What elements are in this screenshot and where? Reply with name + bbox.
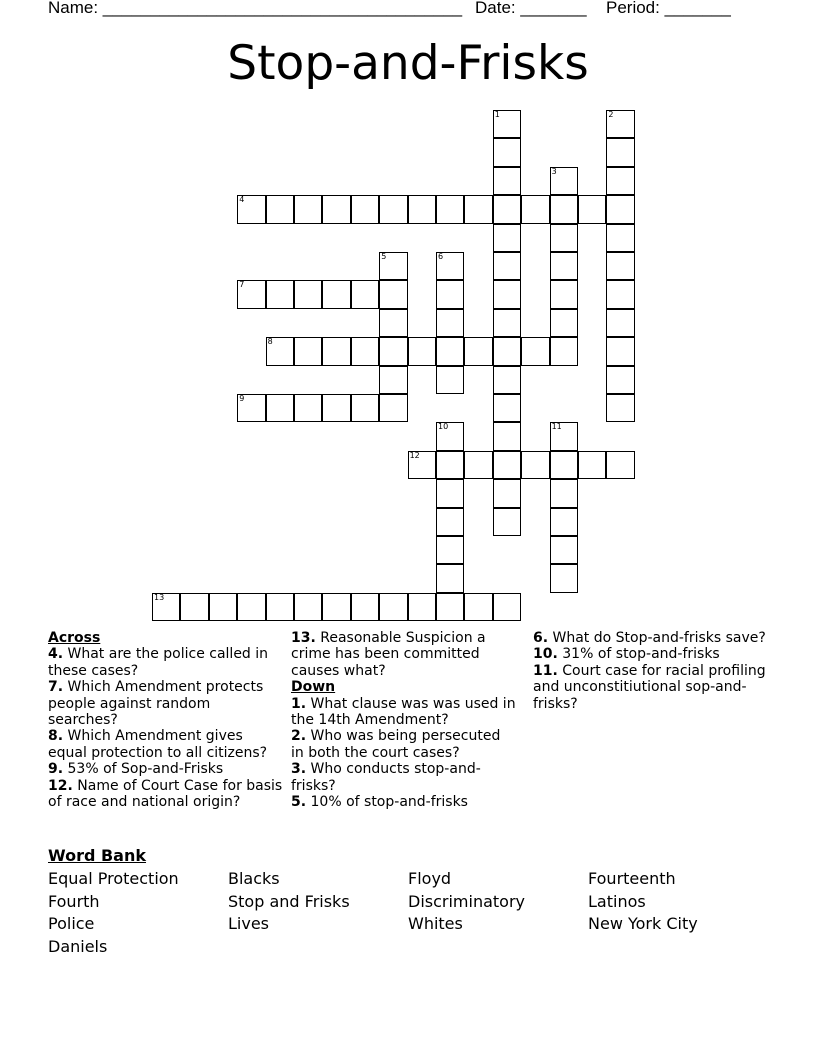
clue-number: 7. [48,679,64,696]
crossword-cell[interactable] [606,309,634,337]
crossword-cell[interactable] [266,337,294,365]
clue-number: 11. [533,662,558,679]
clue-text: Which Amendment gives equal protection to all citizens? [48,728,268,761]
clues-column-2 [291,630,517,810]
word-bank-item: Latinos [588,892,646,911]
clue-text: What are the police called in these cases? [48,646,269,679]
crossword-cell[interactable] [493,195,521,223]
clue-text: Reasonable Suspicion a crime has been committed causes what? [291,630,486,679]
clues-column-3 [533,630,769,712]
clue-across-13 [291,630,517,679]
crossword-cell[interactable] [550,479,578,507]
crossword-cell[interactable] [322,280,350,308]
crossword-cell[interactable] [237,195,265,223]
crossword-cell[interactable] [606,280,634,308]
crossword-cell[interactable] [266,195,294,223]
crossword-cell[interactable] [379,252,407,280]
clue-number: 12. [48,777,73,794]
crossword-cell[interactable] [493,508,521,536]
crossword-cell[interactable] [436,536,464,564]
clue-number: 4. [48,646,64,663]
crossword-cell[interactable] [351,195,379,223]
crossword-cell[interactable] [436,252,464,280]
word-bank-item: Police [48,914,95,933]
crossword-cell[interactable] [436,479,464,507]
cell-number: 9 [239,394,245,403]
crossword-cell[interactable] [436,366,464,394]
word-bank-item: Fourth [48,892,100,911]
cell-number: 7 [239,280,245,290]
clue-text: Which Amendment protects people against random searches? [48,679,264,729]
crossword-cell[interactable] [550,536,578,564]
crossword-cell[interactable] [351,394,379,422]
crossword-cell[interactable] [578,451,606,479]
crossword-cell[interactable] [550,309,578,337]
clue-across-7 [48,679,284,728]
clue-down-2 [291,728,517,761]
crossword-cell[interactable] [351,593,379,621]
crossword-cell[interactable] [322,394,350,422]
crossword-cell[interactable] [379,280,407,308]
crossword-cell[interactable] [606,451,634,479]
crossword-cell[interactable] [294,394,322,422]
cell-number: 6 [438,252,444,261]
clue-across-9 [48,761,284,777]
clue-down-5 [291,794,517,810]
crossword-cell[interactable] [379,195,407,223]
crossword-cell[interactable] [351,337,379,365]
crossword-cell[interactable] [550,224,578,252]
crossword-cell[interactable] [521,195,549,223]
cell-number: 8 [267,337,273,347]
crossword-cell[interactable] [408,451,436,479]
crossword-cell[interactable] [436,593,464,621]
word-bank-item: Whites [408,914,463,933]
crossword-cell[interactable] [493,337,521,365]
word-bank-item: New York City [588,914,698,933]
crossword-cell[interactable] [521,337,549,365]
crossword-cell[interactable] [436,309,464,337]
crossword-cell[interactable] [464,451,492,479]
crossword-cell[interactable] [436,195,464,223]
crossword-cell[interactable] [550,337,578,365]
cell-number: 11 [551,422,562,432]
crossword-cell[interactable] [550,252,578,280]
cell-number: 2 [608,110,614,119]
clue-number: 5. [291,794,307,811]
crossword-cell[interactable] [464,593,492,621]
clue-text: Name of Court Case for basis of race and national origin? [48,777,283,811]
clue-number: 13. [291,630,316,646]
crossword-cell[interactable] [436,337,464,365]
cell-number: 1 [494,110,500,119]
date-field[interactable]: Date: _______ [475,0,587,17]
crossword-cell[interactable] [379,593,407,621]
crossword-cell[interactable] [550,451,578,479]
crossword-cell[interactable] [436,422,464,450]
crossword-cell[interactable] [464,337,492,365]
crossword-cell[interactable] [521,451,549,479]
clue-across-8 [48,728,284,761]
crossword-cell[interactable] [294,195,322,223]
crossword-cell[interactable] [550,564,578,592]
clue-text: 10% of stop-and-frisks [310,794,468,811]
crossword-cell[interactable] [266,394,294,422]
cell-number: 13 [154,592,165,602]
crossword-cell[interactable] [493,309,521,337]
crossword-cell[interactable] [606,167,634,195]
clue-text: 53% of Sop-and-Frisks [67,761,224,778]
name-field[interactable]: Name: ______________________________________ [48,0,463,17]
crossword-cell[interactable] [606,138,634,166]
clue-down-3 [291,761,517,794]
crossword-cell[interactable] [294,280,322,308]
clue-down-1 [291,696,517,729]
page-title: Stop-and-Frisks [227,36,589,91]
clues-column-1 [48,630,284,810]
crossword-cell[interactable] [379,366,407,394]
crossword-cell[interactable] [550,422,578,450]
crossword-cell[interactable] [294,593,322,621]
crossword-cell[interactable] [606,110,634,138]
clue-across-12 [48,778,284,811]
crossword-cell[interactable] [436,508,464,536]
crossword-cell[interactable] [209,593,237,621]
crossword-cell[interactable] [408,593,436,621]
crossword-cell[interactable] [493,138,521,166]
clue-text: What clause was was used in the 14th Amendment? [291,695,516,729]
clue-number: 1. [291,695,307,712]
crossword-cell[interactable] [493,422,521,450]
period-field[interactable]: Period: _______ [606,0,731,17]
word-bank-title: Word Bank [48,846,147,865]
clue-number: 3. [291,761,307,778]
crossword-cell[interactable] [379,309,407,337]
clue-text: Who was being persecuted in both the court cases? [291,728,501,761]
crossword-cell[interactable] [379,337,407,365]
crossword-cell[interactable] [606,195,634,223]
crossword-cell[interactable] [322,195,350,223]
clue-number: 6. [533,630,549,646]
crossword-cell[interactable] [493,110,521,138]
word-bank-item: Discriminatory [408,892,526,911]
crossword-cell[interactable] [493,366,521,394]
crossword-cell[interactable] [606,337,634,365]
crossword-cell[interactable] [493,593,521,621]
crossword-cell[interactable] [550,508,578,536]
crossword-cell[interactable] [322,337,350,365]
cell-number: 12 [409,450,420,460]
crossword-cell[interactable] [493,224,521,252]
crossword-cell[interactable] [351,280,379,308]
down-heading: Down [291,679,336,696]
crossword-cell[interactable] [180,593,208,621]
clue-text: Who conducts stop-and-frisks? [291,761,481,794]
word-bank-item: Blacks [228,869,280,888]
crossword-cell[interactable] [606,252,634,280]
crossword-cell[interactable] [606,224,634,252]
crossword-cell[interactable] [493,280,521,308]
clue-down-11 [533,663,769,712]
cell-number: 4 [239,195,245,205]
crossword-cell[interactable] [493,394,521,422]
word-bank-item: Lives [228,914,270,933]
clue-number: 2. [291,728,307,745]
crossword-cell[interactable] [493,252,521,280]
clue-across-4 [48,646,284,679]
crossword-cell[interactable] [294,337,322,365]
cell-number: 10 [438,422,449,432]
clue-text: What do Stop-and-frisks save? [552,630,766,646]
crossword-cell[interactable] [379,394,407,422]
crossword-cell[interactable] [237,593,265,621]
cell-number: 5 [381,252,387,261]
crossword-cell[interactable] [464,195,492,223]
word-bank-item: Equal Protection [48,869,179,888]
word-bank-item: Floyd [408,869,452,888]
clue-text: 31% of stop-and-frisks [562,646,720,663]
word-bank-item: Stop and Frisks [228,892,350,911]
crossword-cell[interactable] [237,394,265,422]
crossword-cell[interactable] [322,593,350,621]
crossword-cell[interactable] [493,167,521,195]
crossword-cell[interactable] [237,280,265,308]
clue-down-10 [533,646,769,662]
clue-number: 10. [533,646,558,663]
clue-down-6 [533,630,769,646]
crossword-cell[interactable] [550,280,578,308]
crossword-cell[interactable] [493,479,521,507]
crossword-cell[interactable] [578,195,606,223]
crossword-cell[interactable] [550,167,578,195]
cell-number: 3 [551,166,557,176]
word-bank-item: Fourteenth [588,869,676,888]
crossword-cell[interactable] [436,280,464,308]
crossword-cell[interactable] [266,593,294,621]
crossword-cell[interactable] [606,394,634,422]
crossword-cell[interactable] [408,195,436,223]
crossword-cell[interactable] [493,451,521,479]
word-bank-item: Daniels [48,937,108,956]
clue-number: 8. [48,728,64,745]
crossword-cell[interactable] [266,280,294,308]
crossword-cell[interactable] [152,593,180,621]
across-heading: Across [48,630,101,646]
crossword-cell[interactable] [436,564,464,592]
clue-number: 9. [48,761,64,778]
crossword-cell[interactable] [550,195,578,223]
crossword-cell[interactable] [606,366,634,394]
crossword-cell[interactable] [436,451,464,479]
crossword-cell[interactable] [408,337,436,365]
clue-text: Court case for racial profiling and unconstitiutional sop-and-frisks? [533,662,766,712]
